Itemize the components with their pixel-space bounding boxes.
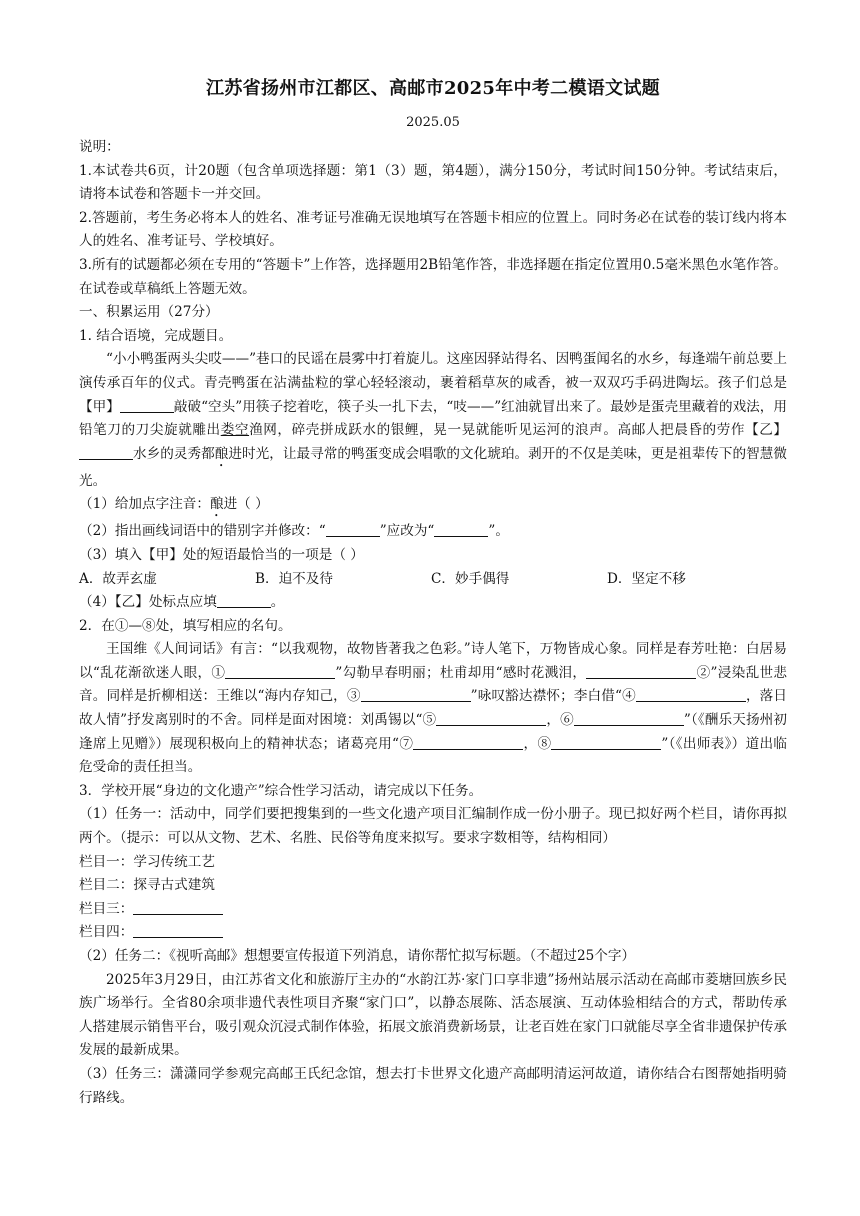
column-3: 栏目三： (79, 898, 787, 922)
question-2-stem: 2．在①—⑧处，填写相应的名句。 (79, 617, 292, 634)
exam-date: 2025.05 (406, 115, 460, 130)
blank-correct-char[interactable] (434, 522, 488, 537)
section-heading: 一、积累运用（27分） (79, 304, 219, 321)
note-item-3: 3.所有的试题都必须在专用的“答题卡”上作答，选择题用2B铅笔作答，非选择题在指定位置用0.5毫米黑色水笔作答。在试卷或草稿纸上答题无效。 (79, 256, 787, 297)
question-1-sub1: （1）给加点字注音：酿进（ ） (79, 496, 269, 513)
dotted-char: 酿 (214, 445, 229, 462)
page-title: 江苏省扬州市江都区、高邮市2025年中考二模语文试题 (206, 78, 660, 99)
blank-jia[interactable] (120, 398, 174, 413)
column-4: 栏目四： (79, 921, 787, 945)
question-3-task1: （1）任务一：活动中，同学们要把搜集到的一些文化遗产项目汇编制作成一份小册子。现已拟好两个栏目，请你再拟两个。（提示：可以从文物、艺术、名胜、民俗等角度来拟写。要求字数相等，结构相同） (79, 806, 787, 847)
question-3-task2: （2）任务二：《视听高邮》想想要宣传报道下列消息，请你帮忙拟写标题。（不超过25个字） (79, 948, 636, 964)
note-item-1: 1.本试卷共6页，计20题（包含单项选择题：第1（3）题，第4题），满分150分，考试时间150分钟。考试结束后，请将本试卷和答题卡一并交回。 (79, 162, 787, 203)
blank-1[interactable] (225, 664, 335, 679)
question-1-sub3: （3）填入【甲】处的短语最恰当的一项是（ ） (79, 546, 364, 563)
question-1-passage: “小小鸭蛋两头尖哎——”巷口的民谣在晨雾中打着旋儿。这座因驿站得名、因鸭蛋闻名的水乡，每逢端午前总要上演传承百年的仪式。青壳鸭蛋在沾满盐粒的掌心轻轻滚动，裹着稻草灰的咸香，被一双双巧手码进陶坛。孩子们总是【甲】 敲破“空头”用筷子挖着吃，筷子头一扎下去，“吱——”红油就冒出来了。最妙是蛋壳里藏着的戏法，用铅笔刀的刀尖旋就雕出娄空渔网，碎壳拼成跃水的银鲤，晃一晃就能听见运河的浪声。高邮人把晨昏的劳作【乙】水乡的灵秀都酿进时光，让最寻常的鸭蛋变成会唱歌的文化琥珀。剥开的不仅是美味，更是祖辈传下的智慧微光。 (79, 351, 788, 489)
news-passage: 2025年3月29日，由江苏省文化和旅游厅主办的“水韵江苏·家门口享非遗”扬州站展示活动在高邮市菱塘回族乡民族广场举行。全省80余项非遗代表性项目齐聚“家门口”，以静态展陈、活态展演、互动体验相结合的方式，帮助传承人搭建展示销售平台，吸引观众沉浸式制作体验，拓展文旅消费新场景，让老百姓在家门口就能尽享全省非遗保护传承发展的最新成果。 (79, 971, 787, 1059)
blank-5[interactable] (436, 711, 546, 726)
underlined-word: 娄空 (220, 422, 250, 439)
blank-wrong-char[interactable] (326, 522, 380, 537)
question-1-sub2: （2）指出画线词语中的错别字并修改：“ ”应改为“ ”。 (79, 523, 509, 540)
blank-6[interactable] (574, 711, 684, 726)
blank-yi[interactable] (79, 445, 133, 460)
question-3-stem: 3．学校开展“身边的文化遗产”综合性学习活动，请完成以下任务。 (79, 782, 483, 799)
question-1-options (79, 568, 787, 592)
notes-heading: 说明： (79, 139, 120, 155)
blank-2[interactable] (586, 664, 696, 679)
question-3-task3: （3）任务三：潇潇同学参观完高邮王氏纪念馆，想去打卡世界文化遗产高邮明清运河故道，请你结合右图帮她指明骑行路线。 (79, 1065, 787, 1106)
question-1-sub4: （4）【乙】处标点应填 。 (79, 594, 285, 611)
exam-body (79, 136, 787, 1110)
blank-8[interactable] (551, 735, 661, 750)
option-b[interactable]: B．迫不及待 (255, 570, 333, 587)
option-c[interactable]: C．妙手偶得 (431, 570, 510, 587)
question-1-stem: 1. 结合语境，完成题目。 (79, 327, 233, 344)
column-1: 栏目一：学习传统工艺 (79, 853, 215, 870)
column-2: 栏目二：探寻古式建筑 (79, 877, 215, 894)
option-d[interactable]: D．坚定不移 (607, 570, 686, 587)
blank-column-3[interactable] (133, 900, 223, 915)
blank-7[interactable] (413, 735, 523, 750)
blank-3[interactable] (361, 687, 471, 702)
blank-4[interactable] (636, 687, 746, 702)
question-2-passage: 王国维《人间词话》有言：“以我观物，故物皆著我之色彩。”诗人笔下，万物皆成心象。同样是春芳吐艳：白居易以“乱花渐欲迷人眼，① ”勾勒早春明丽；杜甫却用“感时花溅泪， ②”浸染乱世悲音。同样是折柳相送：王维以“海内存知己，③ ”咏叹豁达襟怀；李白借“④ ，落日故人情”抒发离别时的不舍。同样是面对困境：刘禹锡以“⑤ ，⑥ ”（《酬乐天扬州初逢席上见赠》）展现积极向上的精神状态；诸葛亮用“⑦ ，⑧ ”（《出师表》）道出临危受命的责任担当。 (79, 641, 788, 776)
option-a[interactable]: A．故弄玄虚 (79, 570, 157, 587)
note-item-2: 2.答题前，考生务必将本人的姓名、准考证号准确无误地填写在答题卡相应的位置上。同时务必在试卷的装订线内将本人的姓名、准考证号、学校填好。 (79, 209, 787, 250)
blank-column-4[interactable] (133, 923, 223, 938)
blank-punctuation[interactable] (217, 593, 271, 608)
